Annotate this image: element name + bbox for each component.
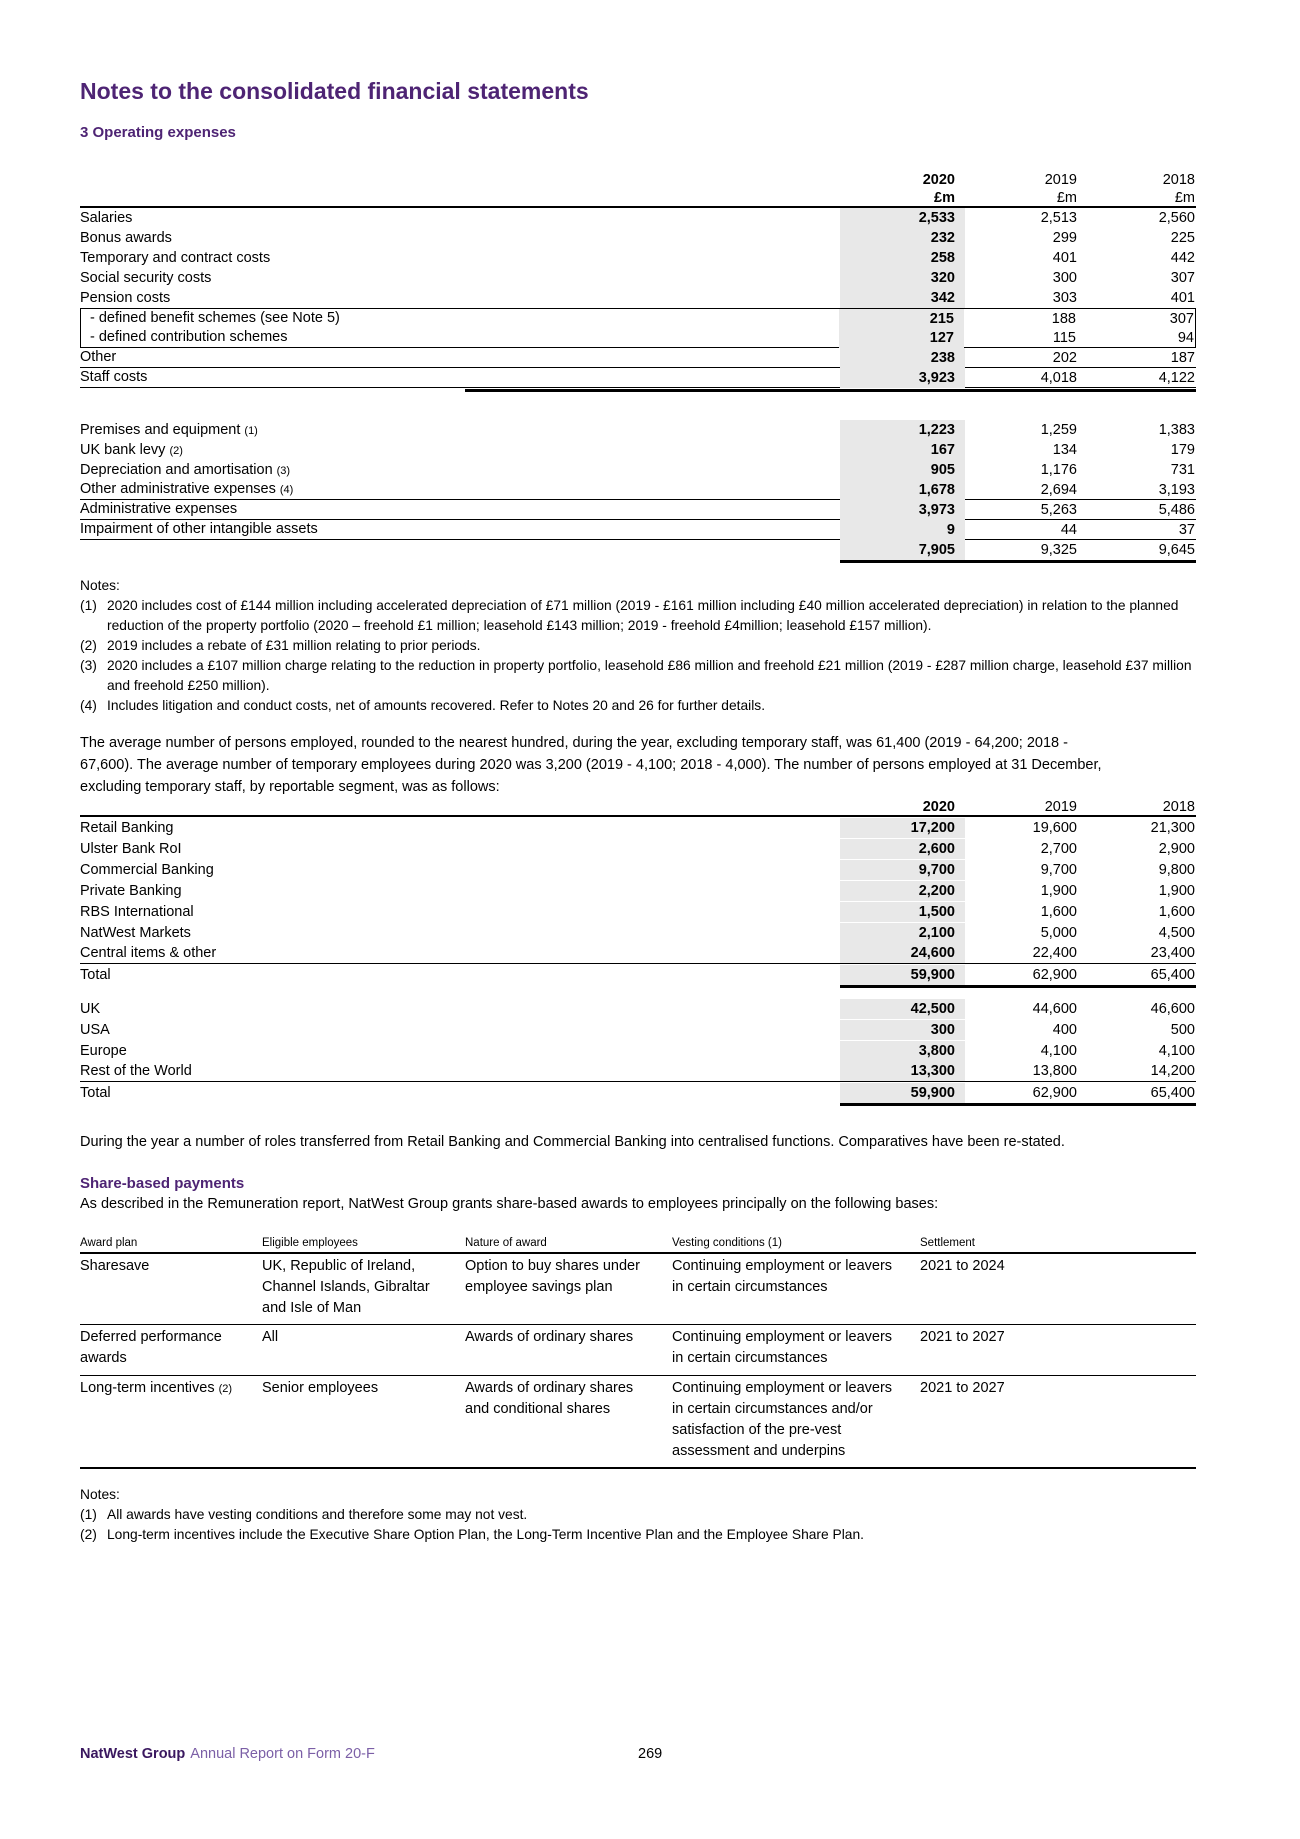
nature-of-award: Awards of ordinary shares [465, 1329, 634, 1345]
note-text: 2020 includes cost of £144 million including accelerated depreciation of £71 million (2019 - £161 million including £40 million accelerated depreciation) in relation to the planned reduction of the property portfolio (2020 – freehold £1 million; leasehold £143 million; 2019 - freehold £4million; leasehold £157 million). [107, 598, 1179, 633]
table-row [80, 1254, 1196, 1325]
table-row [80, 901, 1196, 922]
table-row [80, 268, 1196, 288]
value-2019: 13,800 [1032, 1063, 1077, 1079]
value-2020: 320 [840, 268, 965, 288]
value-2019: 19,600 [1032, 819, 1077, 836]
value-2020: 24,600 [840, 943, 965, 963]
value-2018: 94 [1177, 329, 1194, 346]
notes-label: Notes: [80, 1487, 120, 1502]
value-2019: 300 [1052, 270, 1077, 286]
column-header-2018: 2018 [1162, 798, 1195, 815]
value-2018: 179 [1170, 442, 1195, 458]
value-2019: 4,018 [1040, 369, 1077, 386]
column-header-2019: 2019 [1044, 171, 1077, 188]
note-text: 2020 includes a £107 million charge relating to the reduction in property portfolio, leasehold £86 million and freehold £21 million (2019 - £287 million charge, leasehold £37 million and freehold £250 million). [107, 658, 1192, 693]
column-header-award-plan: Award plan [80, 1237, 138, 1249]
row-label: Other administrative expenses [80, 481, 276, 497]
value-2020: 215 [839, 309, 964, 329]
employment-header-years [80, 798, 1196, 817]
value-2019: 9,325 [1040, 542, 1077, 558]
value-2018: 500 [1170, 1021, 1195, 1038]
note-number: (2) [80, 1527, 97, 1542]
row-label: Pension costs [80, 289, 171, 306]
value-2020: 167 [840, 440, 965, 460]
table-row [80, 460, 1196, 480]
value-2019: 62,900 [1032, 1084, 1077, 1101]
share-based-heading: Share-based payments [80, 1175, 245, 1192]
value-2018: 21,300 [1150, 819, 1195, 836]
note-number: (4) [80, 698, 97, 713]
value-2019: 44 [1060, 521, 1077, 538]
award-plan: Deferred performance awards [80, 1329, 222, 1366]
value-2020: 59,900 [840, 965, 965, 985]
value-2020: 258 [840, 248, 965, 268]
note-reference: (1) [244, 424, 258, 437]
employment-table [80, 798, 1196, 1103]
table-row [80, 480, 1196, 500]
note-item [80, 636, 1196, 656]
value-2018: 442 [1170, 250, 1195, 266]
note-item [80, 656, 1196, 696]
note-number: (1) [80, 598, 97, 613]
share-based-notes [80, 1485, 1196, 1545]
column-header-2020: 2020 [922, 171, 955, 188]
table-row [80, 1061, 1196, 1082]
value-2018: 2,900 [1158, 840, 1195, 857]
row-label: Total [80, 966, 111, 983]
table-row [80, 208, 1196, 228]
row-label: Retail Banking [80, 819, 174, 836]
value-2019: 303 [1052, 290, 1077, 306]
value-2020: 9 [840, 520, 965, 540]
value-2020: 3,923 [840, 368, 965, 388]
value-2020: 2,200 [840, 881, 965, 901]
value-2019: 401 [1052, 250, 1077, 266]
notes-label: Notes: [80, 578, 120, 593]
note-text: All awards have vesting conditions and therefore some may not vest. [107, 1507, 528, 1522]
row-label: - defined contribution schemes [90, 329, 288, 345]
value-2019: 1,600 [1040, 903, 1077, 920]
value-2018: 2,560 [1158, 210, 1195, 226]
row-label: Salaries [80, 209, 133, 226]
value-2019: 400 [1052, 1021, 1077, 1038]
employment-paragraph: The average number of persons employed, rounded to the nearest hundred, during the year, excluding temporary staff, was 61,400 (2019 - 64,200; 2018 - 67,600). The average number of temporary employees during 2020 was 3,200 (2019 - 4,100; 2018 - 4,000). The number of persons employed at 31 December, excluding temporary staff, by reportable segment, was as follows: [80, 735, 1102, 795]
value-2018: 401 [1170, 290, 1195, 306]
row-label: NatWest Markets [80, 924, 191, 941]
value-2018: 1,600 [1158, 903, 1195, 920]
eligible-employees: Senior employees [262, 1380, 379, 1396]
value-2018: 1,900 [1158, 882, 1195, 899]
note-number: (3) [80, 658, 97, 673]
value-2018: 5,486 [1158, 501, 1195, 518]
value-2018: 46,600 [1150, 1000, 1195, 1017]
column-header-2018: 2018 [1162, 171, 1195, 188]
note-reference: (2) [218, 1383, 233, 1395]
row-label: Bonus awards [80, 229, 172, 246]
column-header-settlement: Settlement [920, 1237, 975, 1249]
table-row [80, 859, 1196, 880]
value-2020: 2,533 [840, 208, 965, 228]
value-2019: 1,176 [1040, 462, 1077, 478]
note-number: (2) [80, 638, 97, 653]
row-label: UK [80, 1000, 101, 1017]
vesting-conditions: Continuing employment or leavers in certain circumstances and/or satisfaction of the pre-vest assessment and underpins [672, 1380, 893, 1459]
note-item [80, 696, 1196, 716]
operating-expenses-table [80, 170, 1196, 560]
note-number: (1) [80, 1507, 97, 1522]
column-header-vesting-conditions: Vesting conditions (1) [672, 1237, 782, 1249]
section-heading: 3 Operating expenses [80, 124, 236, 141]
unit-label-2019: £m [1056, 189, 1077, 206]
eligible-employees: UK, Republic of Ireland, Channel Islands, Gibraltar and Isle of Man [262, 1258, 430, 1316]
value-2020: 1,500 [840, 902, 965, 922]
expenses-header-units [80, 189, 1196, 208]
restated-paragraph: During the year a number of roles transferred from Retail Banking and Commercial Banking into centralised functions. Comparatives have been re-stated. [80, 1134, 1065, 1150]
vesting-conditions: Continuing employment or leavers in certain circumstances [672, 1258, 893, 1295]
note-text: Long-term incentives include the Executive Share Option Plan, the Long-Term Incentive Plan and the Employee Share Plan. [107, 1527, 864, 1542]
row-label: Social security costs [80, 269, 212, 286]
row-label: Europe [80, 1042, 127, 1059]
row-label: - defined benefit schemes (see Note 5) [90, 310, 340, 326]
value-2018: 3,193 [1158, 481, 1195, 498]
unit-label-2020: £m [934, 189, 955, 206]
row-label: Private Banking [80, 882, 182, 899]
note-item [80, 1525, 1196, 1545]
row-label: RBS International [80, 903, 194, 920]
table-row [80, 540, 1196, 560]
row-label: Total [80, 1084, 111, 1101]
value-2019: 4,100 [1040, 1042, 1077, 1059]
note-reference: (4) [279, 484, 294, 496]
eligible-employees: All [262, 1329, 279, 1345]
value-2020: 59,900 [840, 1083, 965, 1103]
row-label: Rest of the World [80, 1063, 192, 1079]
value-2020: 127 [839, 328, 964, 348]
table-row [80, 328, 1196, 348]
value-2020: 1,678 [840, 480, 965, 500]
value-2020: 13,300 [840, 1061, 965, 1081]
value-2020: 3,973 [840, 500, 965, 520]
table-row [80, 388, 1196, 420]
settlement: 2021 to 2027 [920, 1329, 1005, 1345]
value-2020: 3,800 [840, 1041, 965, 1061]
value-2018: 4,100 [1158, 1042, 1195, 1059]
value-2020: 9,700 [840, 860, 965, 880]
value-2018: 9,800 [1158, 861, 1195, 878]
note-reference: (3) [276, 464, 291, 477]
note-item [80, 596, 1196, 636]
value-2020: 232 [840, 228, 965, 248]
table-row [80, 1019, 1196, 1040]
value-2018: 307 [1170, 270, 1195, 286]
page-number: 269 [638, 1746, 663, 1762]
value-2019: 134 [1052, 442, 1077, 458]
value-2019: 188 [1051, 310, 1076, 327]
table-row [80, 922, 1196, 943]
table-row [80, 998, 1196, 1019]
table-row [80, 520, 1196, 540]
table-row [80, 420, 1196, 440]
note-text: 2019 includes a rebate of £31 million relating to prior periods. [107, 638, 481, 653]
value-2020: 238 [840, 348, 965, 368]
value-2020: 2,600 [840, 839, 965, 859]
value-2020: 42,500 [840, 999, 965, 1019]
value-2019: 1,900 [1040, 882, 1077, 899]
table-row [80, 308, 1196, 328]
footer-report-title: Annual Report on Form 20-F [190, 1746, 375, 1762]
value-2018: 9,645 [1158, 542, 1195, 558]
row-label: Ulster Bank RoI [80, 840, 182, 857]
share-based-table [80, 1235, 1196, 1469]
expenses-notes [80, 576, 1196, 716]
value-2019: 62,900 [1032, 966, 1077, 983]
nature-of-award: Awards of ordinary shares and conditional shares [465, 1380, 634, 1417]
value-2018: 307 [1169, 310, 1194, 327]
row-label: Commercial Banking [80, 861, 214, 878]
value-2019: 299 [1052, 230, 1077, 246]
row-label: Other [80, 349, 117, 365]
column-header-eligible-employees: Eligible employees [262, 1237, 358, 1249]
value-2019: 115 [1052, 329, 1076, 346]
column-header-nature-of-award: Nature of award [465, 1237, 547, 1249]
table-row [80, 368, 1196, 388]
value-2019: 1,259 [1040, 422, 1077, 438]
table-row [80, 1376, 1196, 1469]
row-label: Impairment of other intangible assets [80, 521, 318, 537]
row-label: Central items & other [80, 945, 217, 961]
table-row [80, 348, 1196, 368]
value-2019: 5,263 [1040, 501, 1077, 518]
table-row [80, 440, 1196, 460]
value-2020: 2,100 [840, 923, 965, 943]
nature-of-award: Option to buy shares under employee savings plan [465, 1258, 640, 1295]
note-item [80, 1505, 1196, 1525]
table-row [80, 964, 1196, 985]
value-2018: 23,400 [1150, 945, 1195, 961]
page-footer [80, 1745, 1196, 1763]
table-row [80, 817, 1196, 838]
value-2020: 1,223 [840, 420, 965, 440]
award-plan: Long-term incentives [80, 1380, 215, 1396]
table-row [80, 1082, 1196, 1103]
row-label: USA [80, 1021, 110, 1038]
row-label: Staff costs [80, 369, 148, 385]
table-row [80, 880, 1196, 901]
value-2020: 905 [840, 460, 965, 480]
award-plan: Sharesave [80, 1258, 150, 1274]
value-2019: 2,700 [1040, 840, 1077, 857]
row-label: Premises and equipment [80, 421, 241, 438]
value-2019: 202 [1052, 349, 1077, 366]
value-2019: 9,700 [1040, 861, 1077, 878]
expenses-header-years [80, 170, 1196, 189]
row-label: Temporary and contract costs [80, 249, 271, 266]
column-header-2020: 2020 [922, 798, 955, 815]
settlement: 2021 to 2024 [920, 1258, 1005, 1274]
vesting-conditions: Continuing employment or leavers in certain circumstances [672, 1329, 893, 1366]
table-row [80, 288, 1196, 308]
table-row [80, 943, 1196, 964]
row-label: Administrative expenses [80, 501, 238, 517]
value-2018: 4,500 [1158, 924, 1195, 941]
value-2018: 65,400 [1150, 1084, 1195, 1101]
value-2020: 342 [840, 288, 965, 308]
value-2018: 37 [1178, 521, 1195, 538]
value-2019: 44,600 [1032, 1000, 1077, 1017]
value-2019: 2,694 [1040, 481, 1077, 498]
value-2018: 65,400 [1150, 966, 1195, 983]
table-row [80, 228, 1196, 248]
note-reference: (2) [169, 444, 183, 457]
footer-brand: NatWest Group [80, 1746, 186, 1762]
row-label: UK bank levy [80, 441, 166, 458]
table-row [80, 1325, 1196, 1376]
settlement: 2021 to 2027 [920, 1380, 1005, 1396]
value-2018: 4,122 [1158, 369, 1195, 386]
value-2020: 17,200 [840, 818, 965, 838]
table-row [80, 838, 1196, 859]
value-2020: 300 [840, 1020, 965, 1040]
value-2019: 22,400 [1032, 945, 1077, 961]
value-2018: 187 [1170, 349, 1195, 366]
row-label: Depreciation and amortisation [80, 461, 273, 478]
note-text: Includes litigation and conduct costs, net of amounts recovered. Refer to Notes 20 and 26 for further details. [107, 698, 766, 713]
column-header-2019: 2019 [1044, 798, 1077, 815]
table-row [80, 1040, 1196, 1061]
value-2019: 5,000 [1040, 924, 1077, 941]
value-2019: 2,513 [1040, 210, 1077, 226]
share-based-intro: As described in the Remuneration report, NatWest Group grants share-based awards to employees principally on the following bases: [80, 1196, 939, 1212]
value-2018: 731 [1170, 462, 1195, 478]
value-2018: 1,383 [1158, 422, 1195, 438]
share-based-header [80, 1235, 1196, 1254]
unit-label-2018: £m [1174, 189, 1195, 206]
value-2020: 7,905 [840, 540, 965, 560]
table-row [80, 500, 1196, 520]
value-2018: 14,200 [1150, 1063, 1195, 1079]
value-2018: 225 [1170, 230, 1195, 246]
table-row [80, 248, 1196, 268]
page-title: Notes to the consolidated financial statements [80, 78, 589, 104]
